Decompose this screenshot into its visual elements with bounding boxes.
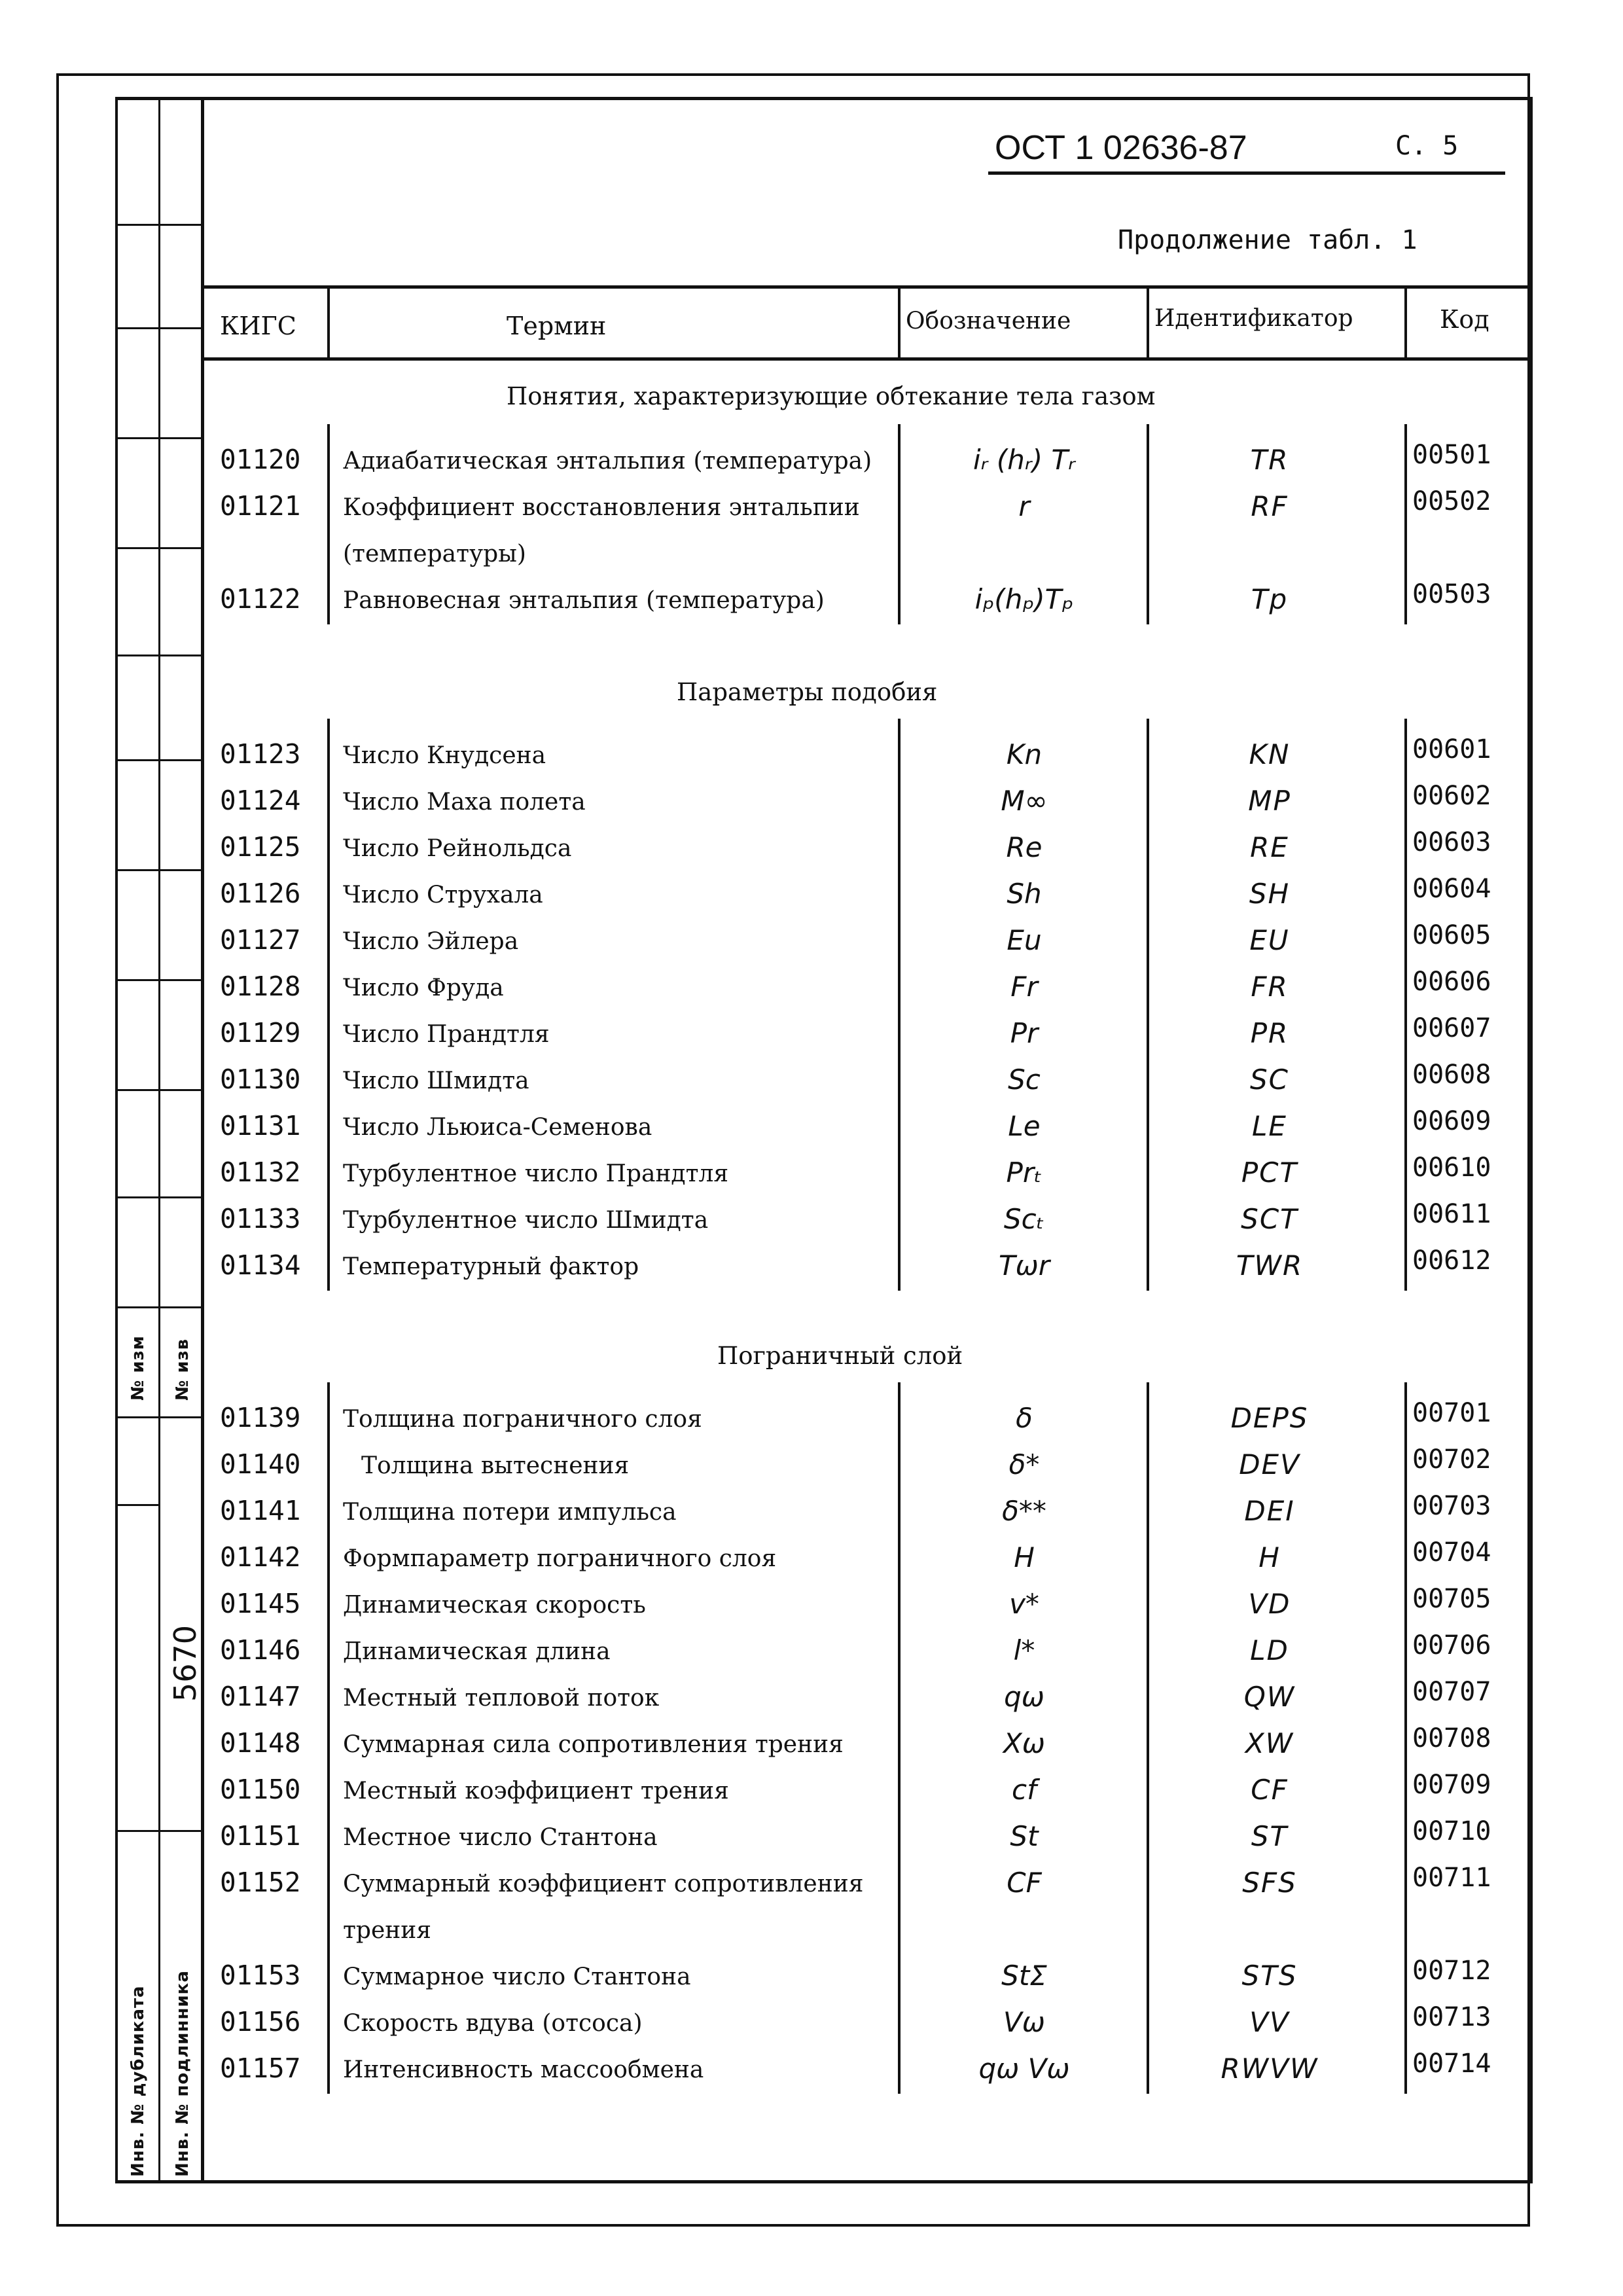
identifier-text: LE [1252, 1110, 1287, 1142]
symbol-text: Prₜ [1006, 1157, 1043, 1189]
kigs-code: 01128 [220, 971, 301, 1002]
section-title: Параметры подобия [677, 678, 938, 706]
column-divider [1147, 424, 1149, 624]
column-divider [898, 424, 901, 624]
identifier-text: RE [1250, 831, 1289, 863]
identifier-text: CF [1251, 1774, 1289, 1806]
symbol-text: cf [1012, 1774, 1037, 1806]
symbol-text: CF [1007, 1867, 1042, 1899]
symbol-text: qω Vω [978, 2053, 1070, 2085]
kigs-code: 01142 [220, 1541, 301, 1573]
column-divider [1404, 424, 1407, 624]
code-value: 00711 [1412, 1863, 1491, 1893]
kigs-code: 01125 [220, 831, 301, 863]
symbol-text: Re [1006, 831, 1043, 863]
code-value: 00703 [1412, 1491, 1491, 1521]
identifier-text: TWR [1236, 1249, 1304, 1282]
identifier-text: LD [1250, 1634, 1289, 1666]
column-divider [1147, 719, 1149, 1291]
kigs-code: 01148 [220, 1727, 301, 1759]
kigs-code: 01139 [220, 1402, 301, 1433]
column-divider [327, 1382, 330, 2094]
identifier-text: SCT [1241, 1203, 1298, 1235]
stamp-line [115, 979, 204, 981]
identifier-text: TR [1250, 444, 1289, 476]
term-text: Местное число Стантона [343, 1824, 658, 1851]
symbol-text: r [1018, 490, 1030, 522]
stamp-line [115, 1504, 160, 1506]
stamp-line [115, 1306, 204, 1308]
column-divider [1147, 1382, 1149, 2094]
symbol-text: Eu [1007, 924, 1042, 956]
stamp-line [115, 1196, 204, 1198]
code-value: 00706 [1412, 1630, 1491, 1660]
symbol-text: Vω [1003, 2006, 1045, 2038]
header-divider [1404, 287, 1407, 359]
term-text: Турбулентное число Шмидта [343, 1207, 709, 1234]
symbol-text: Xω [1003, 1727, 1045, 1759]
kigs-code: 01152 [220, 1867, 301, 1898]
term-text: трения [343, 1917, 431, 1944]
code-value: 00713 [1412, 2002, 1491, 2032]
term-text: Адиабатическая энтальпия (температура) [343, 448, 872, 475]
term-text: Динамическая длина [343, 1638, 611, 1665]
kigs-code: 01146 [220, 1634, 301, 1666]
symbol-text: H [1014, 1541, 1035, 1573]
stamp-line [115, 1089, 204, 1091]
symbol-text: Tωr [998, 1249, 1050, 1282]
term-text: (температуры) [343, 541, 526, 567]
stamp-number: 5670 [168, 1624, 203, 1702]
term-text: Температурный фактор [343, 1253, 639, 1280]
kigs-code: 01129 [220, 1017, 301, 1049]
symbol-text: Fr [1010, 971, 1038, 1003]
identifier-text: STS [1241, 1960, 1298, 1992]
code-value: 00611 [1412, 1199, 1491, 1229]
term-text: Интенсивность массообмена [343, 2056, 704, 2083]
identifier-text: SH [1249, 878, 1291, 910]
identifier-text: DEI [1244, 1495, 1295, 1527]
term-text: Скорость вдува (отсоса) [343, 2010, 643, 2037]
column-divider [327, 424, 330, 624]
kigs-code: 01147 [220, 1681, 301, 1712]
kigs-code: 01127 [220, 924, 301, 956]
column-header-identifier: Идентификатор [1154, 305, 1353, 332]
identifier-text: SFS [1242, 1867, 1297, 1899]
term-text: Суммарный коэффициент сопротивления [343, 1871, 864, 1897]
term-text: Число Кнудсена [343, 742, 546, 769]
term-text: Число Рейнольдса [343, 835, 572, 862]
term-text: Динамическая скорость [343, 1592, 646, 1619]
symbol-text: δ* [1008, 1448, 1040, 1480]
term-text: Толщина вытеснения [361, 1452, 630, 1479]
code-value: 00609 [1412, 1106, 1491, 1136]
stamp-line [115, 1416, 204, 1418]
symbol-text: iᵣ (hᵣ) Tᵣ [972, 444, 1076, 476]
column-divider [898, 1382, 901, 2094]
column-divider [1404, 1382, 1407, 2094]
section-title: Понятия, характеризующие обтекание тела газом [507, 382, 1156, 410]
stamp-line [115, 1830, 204, 1832]
code-value: 00601 [1412, 734, 1491, 764]
code-value: 00503 [1412, 579, 1491, 609]
code-value: 00701 [1412, 1398, 1491, 1428]
kigs-code: 01156 [220, 2006, 301, 2037]
code-value: 00612 [1412, 1246, 1491, 1276]
code-value: 00705 [1412, 1584, 1491, 1614]
code-value: 00709 [1412, 1770, 1491, 1800]
kigs-code: 01120 [220, 444, 301, 475]
header-rule [988, 171, 1505, 175]
identifier-text: Tp [1251, 583, 1289, 615]
symbol-text: St [1010, 1820, 1039, 1852]
column-divider [1404, 719, 1407, 1291]
stamp-line [115, 759, 204, 761]
document-code: ОСТ 1 02636-87 [995, 129, 1247, 167]
code-value: 00610 [1412, 1153, 1491, 1183]
stamp-inv-dup: Инв. № дубликата [128, 1985, 148, 2177]
code-value: 00712 [1412, 1956, 1491, 1986]
symbol-text: v* [1009, 1588, 1039, 1620]
symbol-text: δ** [1002, 1495, 1046, 1527]
symbol-text: δ [1016, 1402, 1033, 1434]
symbol-text: l* [1013, 1634, 1035, 1666]
term-text: Число Льюиса-Семенова [343, 1114, 652, 1141]
term-text: Число Прандтля [343, 1021, 550, 1048]
term-text: Коэффициент восстановления энтальпии [343, 494, 860, 521]
identifier-text: DEPS [1230, 1402, 1309, 1434]
term-text: Число Маха полета [343, 789, 586, 816]
column-divider [327, 719, 330, 1291]
symbol-text: Kn [1006, 738, 1043, 770]
section-title: Пограничный слой [717, 1342, 963, 1370]
code-value: 00501 [1412, 440, 1491, 470]
stamp-strip-divider [158, 97, 160, 2183]
term-text: Число Струхала [343, 882, 543, 908]
stamp-line [115, 224, 204, 226]
stamp-line [115, 437, 204, 439]
column-header-kigs: КИГС [220, 312, 296, 340]
symbol-text: iₚ(hₚ)Tₚ [974, 583, 1074, 615]
code-value: 00603 [1412, 827, 1491, 857]
identifier-text: DEV [1239, 1448, 1300, 1480]
symbol-text: M∞ [1001, 785, 1048, 817]
kigs-code: 01140 [220, 1448, 301, 1480]
kigs-code: 01133 [220, 1203, 301, 1234]
identifier-text: RWVW [1221, 2053, 1319, 2085]
term-text: Толщина потери импульса [343, 1499, 677, 1526]
page-number: С. 5 [1395, 131, 1459, 161]
table-continued-label: Продолжение табл. 1 [1118, 225, 1418, 255]
stamp-izv: № изв [173, 1338, 192, 1401]
symbol-text: Pr [1010, 1017, 1039, 1049]
kigs-code: 01123 [220, 738, 301, 770]
term-text: Число Фруда [343, 975, 504, 1001]
header-divider [327, 287, 330, 359]
identifier-text: XW [1245, 1727, 1294, 1759]
kigs-code: 01126 [220, 878, 301, 909]
column-header-term: Термин [507, 312, 607, 340]
stamp-izm: № изм [128, 1335, 148, 1401]
stamp-line [115, 547, 204, 549]
kigs-code: 01153 [220, 1960, 301, 1991]
kigs-code: 01132 [220, 1157, 301, 1188]
kigs-code: 01134 [220, 1249, 301, 1281]
symbol-text: qω [1004, 1681, 1044, 1713]
term-text: Число Эйлера [343, 928, 519, 955]
column-divider [898, 719, 901, 1291]
kigs-code: 01124 [220, 785, 301, 816]
identifier-text: SC [1250, 1064, 1289, 1096]
code-value: 00502 [1412, 486, 1491, 516]
identifier-text: PR [1250, 1017, 1289, 1049]
symbol-text: StΣ [1001, 1960, 1047, 1992]
code-value: 00710 [1412, 1816, 1491, 1846]
symbol-text: Sc [1008, 1064, 1041, 1096]
code-value: 00702 [1412, 1444, 1491, 1475]
kigs-code: 01145 [220, 1588, 301, 1619]
code-value: 00608 [1412, 1060, 1491, 1090]
stamp-line [115, 655, 204, 656]
kigs-code: 01151 [220, 1820, 301, 1852]
term-text: Толщина пограничного слоя [343, 1406, 702, 1433]
term-text: Равновесная энтальпия (температура) [343, 587, 825, 614]
term-text: Местный тепловой поток [343, 1685, 660, 1712]
header-divider [898, 287, 901, 359]
identifier-text: FR [1251, 971, 1289, 1003]
identifier-text: MP [1248, 785, 1291, 817]
symbol-text: Le [1008, 1110, 1041, 1142]
term-text: Турбулентное число Прандтля [343, 1160, 729, 1187]
term-text: Число Шмидта [343, 1067, 529, 1094]
code-value: 00604 [1412, 874, 1491, 904]
code-value: 00707 [1412, 1677, 1491, 1707]
symbol-text: Scₜ [1003, 1203, 1045, 1235]
column-header-code: Код [1440, 305, 1489, 334]
identifier-text: VV [1249, 2006, 1290, 2038]
code-value: 00708 [1412, 1723, 1491, 1753]
column-header-symbol: Обозначение [906, 308, 1071, 334]
kigs-code: 01131 [220, 1110, 301, 1141]
kigs-code: 01122 [220, 583, 301, 615]
kigs-code: 01157 [220, 2053, 301, 2084]
symbol-text: Sh [1007, 878, 1042, 910]
identifier-text: QW [1243, 1681, 1296, 1713]
stamp-line [115, 869, 204, 871]
term-text: Формпараметр пограничного слоя [343, 1545, 777, 1572]
code-value: 00606 [1412, 967, 1491, 997]
header-divider [1147, 287, 1149, 359]
kigs-code: 01130 [220, 1064, 301, 1095]
kigs-code: 01150 [220, 1774, 301, 1805]
term-text: Суммарное число Стантона [343, 1964, 691, 1990]
identifier-text: PCT [1241, 1157, 1298, 1189]
code-value: 00704 [1412, 1537, 1491, 1568]
code-value: 00602 [1412, 781, 1491, 811]
stamp-inv-orig: Инв. № подлинника [173, 1970, 192, 2177]
table-top-rule [204, 285, 1533, 289]
identifier-text: KN [1249, 738, 1291, 770]
identifier-text: ST [1251, 1820, 1289, 1852]
identifier-text: H [1258, 1541, 1281, 1573]
code-value: 00607 [1412, 1013, 1491, 1043]
identifier-text: VD [1248, 1588, 1291, 1620]
identifier-text: RF [1251, 490, 1289, 522]
table-header-rule [204, 357, 1533, 361]
term-text: Суммарная сила сопротивления трения [343, 1731, 844, 1758]
identifier-text: EU [1249, 924, 1290, 956]
kigs-code: 01121 [220, 490, 301, 522]
kigs-code: 01141 [220, 1495, 301, 1526]
code-value: 00714 [1412, 2049, 1491, 2079]
term-text: Местный коэффициент трения [343, 1778, 729, 1804]
stamp-line [115, 327, 204, 329]
code-value: 00605 [1412, 920, 1491, 950]
